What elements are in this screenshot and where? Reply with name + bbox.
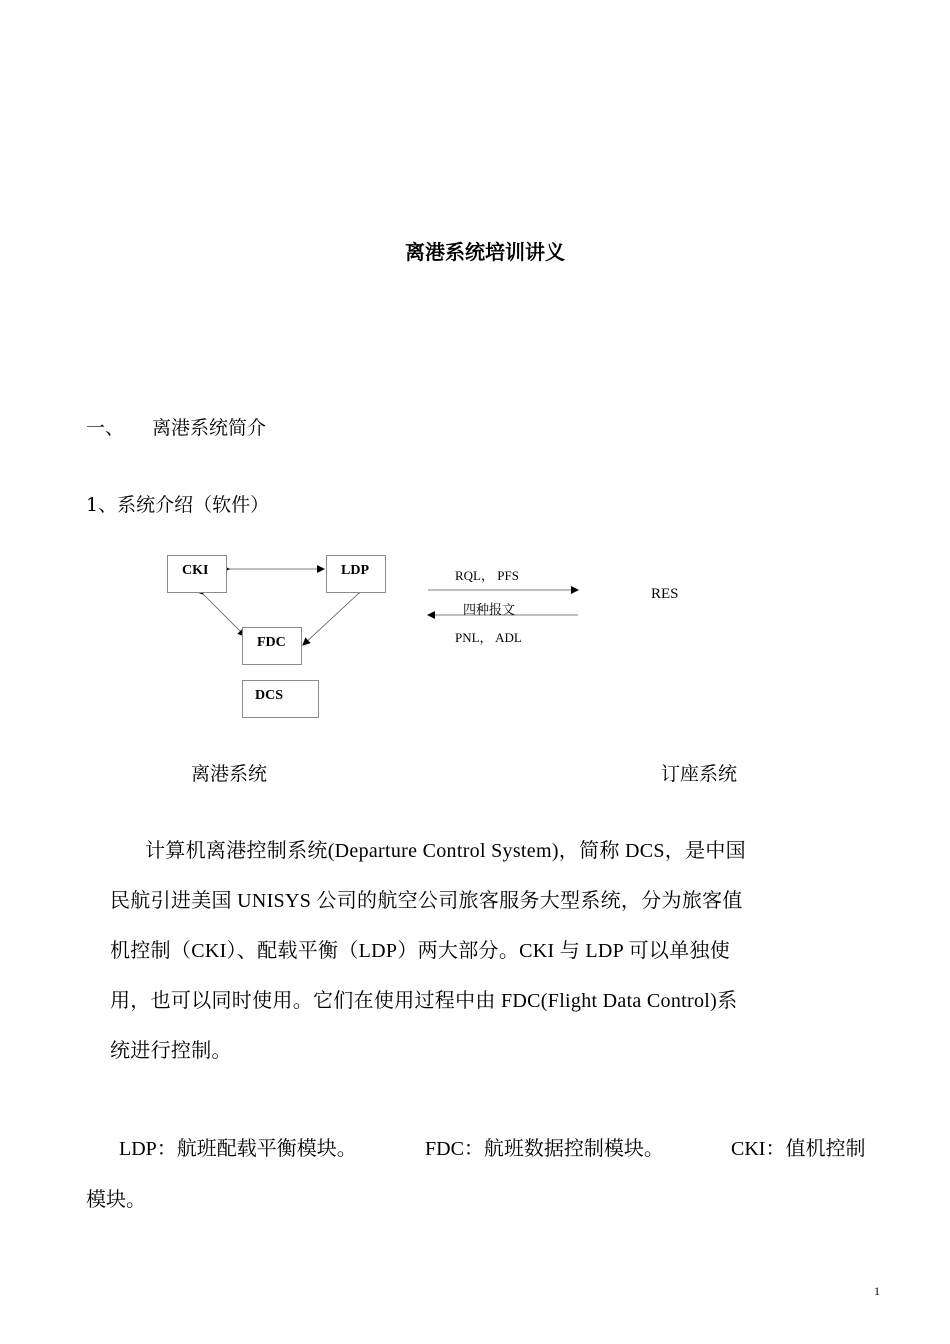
cki-label: CKI — [182, 563, 209, 578]
paragraph-line: 统进行控制。 — [110, 1040, 232, 1062]
cki-fdc-arrow — [203, 594, 245, 636]
caption-reservation-system: 订座系统 — [661, 763, 738, 785]
message-types-label: 四种报文 — [463, 603, 516, 618]
definition-cki-continued: 模块。 — [86, 1189, 146, 1211]
definition-cki: CKI：值机控制 — [731, 1138, 866, 1160]
ldp-box — [326, 555, 386, 593]
inbound-messages: PNL， ADL — [455, 630, 522, 645]
fdc-box — [242, 627, 302, 665]
fdc-label: FDC — [257, 635, 286, 650]
res-label: RES — [651, 586, 679, 602]
page-number: 1 — [874, 1284, 880, 1298]
paragraph-line: 民航引进美国 UNISYS 公司的航空公司旅客服务大型系统，分为旅客值 — [110, 890, 743, 912]
ldp-label: LDP — [341, 563, 369, 578]
subsection-heading: 1、系统介绍（软件） — [86, 494, 270, 516]
outbound-messages: RQL， PFS — [455, 568, 519, 583]
section-number: 一、 — [86, 417, 125, 439]
definition-ldp: LDP：航班配载平衡模块。 — [119, 1138, 357, 1160]
ldp-fdc-arrow — [303, 593, 359, 645]
section-heading: 离港系统简介 — [152, 417, 267, 439]
paragraph-line: 计算机离港控制系统(Departure Control System)，简称 DCS，是中国 — [145, 840, 746, 862]
page-title: 离港系统培训讲义 — [405, 240, 565, 264]
definition-fdc: FDC：航班数据控制模块。 — [425, 1138, 664, 1160]
paragraph-line: 机控制（CKI）、配载平衡（LDP）两大部分。CKI 与 LDP 可以单独使 — [110, 940, 731, 962]
paragraph-line: 用，也可以同时使用。它们在使用过程中由 FDC(Flight Data Control)系 — [110, 990, 738, 1012]
caption-departure-system: 离港系统 — [191, 763, 268, 785]
cki-box — [167, 555, 227, 593]
dcs-box — [242, 680, 319, 718]
dcs-label: DCS — [255, 688, 284, 703]
